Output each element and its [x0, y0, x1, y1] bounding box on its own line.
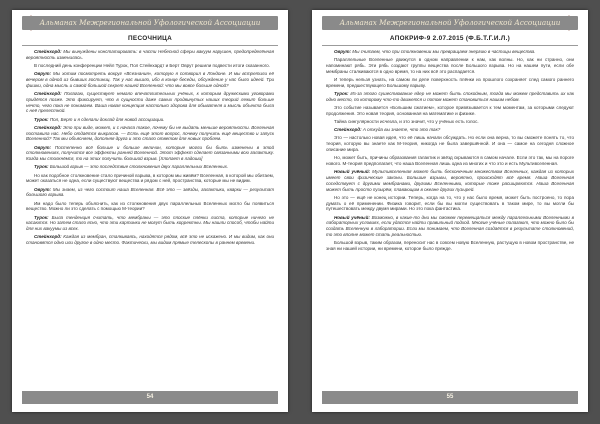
page-header-banner: Альманах Межрегиональной Уфологической Ассоциации: [22, 16, 278, 30]
paragraph: [326, 240, 574, 252]
paragraph-text: В последний день конференции Нейл Турок, Пол Стейнхардт и Берт Оврут решили подвести итоги сказанного.: [34, 62, 270, 68]
paragraph-text: Это событие называется «Большим сжатием», которое привязывается к тем моментам, за которыми следуют продолжения. Это новая теория, основанная на математике и физике.: [326, 104, 574, 116]
divider: [322, 45, 578, 46]
paragraph: [326, 49, 574, 55]
speaker-name: Стейнхорд:: [334, 127, 362, 133]
paragraph: [326, 155, 574, 167]
speaker-name: Оврут:: [34, 186, 52, 192]
paragraph: [326, 215, 574, 238]
paragraph: [26, 145, 274, 163]
paragraph-text: Из-за этого сушествование ядер не может быть спокойным, тогда мы можем представить их как одно место, по которому что-то движется и потом может становиться нашим небом.: [326, 90, 574, 102]
paragraph-text: Мы знаем, из чего состоит наша Вселенная. Всё это — звёзды, галактики, кварки — результат большого взрыва.: [26, 186, 274, 198]
paragraph: [326, 91, 574, 103]
article-body: [326, 49, 574, 386]
paragraph-text: Но это — ещё не конец истории. Теперь, когда на то, что у нас было время, может быть построено, то пора думать о её применении. Физика говорит, если бы вы могли существовать в таком мире, то вы могли бы путешествовать между двумя мирами. Но это пока фантастика.: [326, 194, 574, 212]
speaker-name: Оврут:: [334, 49, 352, 54]
paragraph: [26, 125, 274, 143]
paragraph: [26, 187, 274, 199]
speaker-name: Турок:: [34, 116, 49, 122]
paragraph-text: Мы считаем, что при столкновении мы превращаем энергию в частицы вещества.: [351, 49, 536, 54]
section-title: ПЕСОЧНИЦА: [128, 35, 172, 42]
paragraph: [26, 201, 274, 213]
paragraph: [26, 215, 274, 233]
paragraph-text: А откуда вы знаете, что это так?: [361, 127, 441, 133]
speaker-name: Стейнхорд:: [34, 124, 62, 130]
paragraph-text: Была тенденция считать, что мембраны — это плоские плёнки листа, которые ничего не касаются. Но затем стало ясно, что эти картинки не могут быть корректны. Мы нашли способ, чтобы найти для них вакуумы из всех.: [26, 214, 274, 232]
paragraph: [26, 49, 274, 61]
paragraph-text: Параллельные Вселенные движутся в одном направлении к нам, как волны. Но, как ни странно, они напоминают рябь. Эти рябь создают группы вещества после Большого взрыва. Но на нашем пути, если обе мембраны сталкиваются в одно время, то на них всё это распадается.: [326, 57, 574, 74]
page-number: 55: [322, 391, 578, 404]
paragraph: [326, 169, 574, 192]
divider: [22, 45, 278, 46]
paragraph: [26, 117, 274, 123]
speaker-name: Новый учёный:: [334, 214, 370, 220]
speaker-name: Стейнхорд:: [34, 49, 62, 54]
paragraph: [326, 105, 574, 117]
speaker-name: Стейнхорд:: [34, 234, 62, 240]
paragraph-text: Полагаю, существует немало впечатлительных учёных, к которым дружескими уговорами придётся позже. Это фиксирует, что в сущности даже самых продвинутых наших теорий лежит больше нечто, чего пока не понимаем. Ваша новая концепция настолько здорова для обывателя и мысль объекта была с неё прелестной.: [26, 90, 274, 114]
paragraph: [26, 234, 274, 246]
speaker-name: Турок:: [34, 214, 49, 220]
paragraph: [326, 77, 574, 89]
speaker-name: Стейнхорд:: [34, 90, 62, 96]
article-body: [26, 49, 274, 386]
page-right: [312, 10, 588, 412]
paragraph-text: Пол, Берт и я сделали доклад для новой ассоциации.: [48, 116, 165, 122]
page-left: [12, 10, 288, 412]
paragraph: [26, 91, 274, 114]
paragraph: [26, 173, 274, 185]
paragraph: [26, 63, 274, 69]
paragraph-text: Им надо было теперь объяснить, как из столкновения двух параллельных Вселенных могло бы появиться вещество. Можно ли это сделать с помощью М-теории?: [26, 200, 274, 212]
paragraph-text: Большой взрыв — это последствие столкновения двух параллельных Вселенных.: [48, 164, 229, 170]
paragraph-text: Мы хотим посмотреть вокруг «Всезнания», которую я сотворил в Лондоне. И мы встретили её вечером в одной из бывших гостиниц. Так у нас вышло, ибо в конце беседы, обсуждение у нас было идеей. Три фишки, одна мысль и самой большой секрет нашей Вселенной: что мы вовсе больше одной?: [26, 71, 274, 88]
speaker-name: Турок:: [334, 90, 349, 96]
speaker-name: Новый учёный:: [334, 169, 371, 175]
page-header-banner: Альманах Межрегиональной Уфологической Ассоциации: [322, 16, 578, 30]
paragraph-text: Каждая из мембран, сталкиваясь, находятся рядом, всё это не искажено. И мы видим, как они становятся одно или другое в одно место. Фактически, мы видим прямые телескопы в раннем времени.: [26, 234, 274, 246]
paragraph-text: Постепенно всё больше и больше величин, которые могли бы быть изменены в этой столкновениях, получится все эффекты ранней Вселенной. Этот эффект сделает связанными всю галактику. Когда мы столкнёмся, то на этих получить большой взрыв. [Хлопает в ладоши]: [26, 144, 274, 162]
paragraph-text: И теперь нельзя узнать, на самом ли деле поверхность плёнки из прошлого сохраняет след самого раннего времени, предшествующего Большому взрыву.: [326, 76, 574, 88]
speaker-name: Турок:: [34, 164, 49, 170]
paragraph: [26, 164, 274, 170]
paragraph-text: Это — настолько новая идея, что её лишь начали обсуждать. Но если она верна, то вы сможете понять то, что теория, которую вы знаете как М-теория, никогда не была завершённой. И она — самое на сегодня сложное описание мира.: [326, 135, 574, 152]
paragraph: [26, 71, 274, 89]
paragraph-text: Возможно, в какие-то дни мы сможем перемещаться между параллельными Вселенными в лабораторных условиях, если удастся найти правильный подход. Многие учёные полагают, что можно было бы создать Вселенную в лаборатории. Если мы понимаем, что Вселенная создаётся в результате столкновений, то это вполне может стать реальностью.: [326, 214, 574, 238]
speaker-name: Оврут:: [34, 144, 52, 150]
paragraph-text: Но, может быть, причины образования галактик и звёзд скрываются в самом начале. Если это так, мы на пороге нового. М-теория предполагает, что наша Вселенная лишь одна из многих и что это и есть Мультивселенная.: [326, 155, 574, 166]
page-number: 54: [22, 391, 278, 404]
paragraph-text: Тайна сингулярности исчезла, и это значит, что у учёных есть голос.: [334, 118, 479, 124]
paragraph-text: Мы вынуждены констатировать: в части Небесной сферы вакуум нарушен, предопределённая вероятность изменилась.: [26, 49, 274, 60]
paragraph-text: Мультивселенная может быть бесконечным множеством Вселенных, каждая из которых имеет свои физические законы. Большие взрывы, вероятно, происходят всё время. Наша Вселенная соседствует с другими мембранами, другими Вселенными, которые тоже расширяются. Наша Вселенная может быть просто пузырём, плавающим в океане других пузырей.: [326, 169, 574, 192]
paragraph-text: Большой взрыв, таким образом, переносит нас в совсем новую Вселенную, растущую в новом пространстве, не зная ни нашей истории, ни времени, которое было прежде.: [326, 240, 574, 252]
paragraph: [326, 195, 574, 213]
paragraph: [326, 119, 574, 125]
paragraph-text: Но как подобное столкновение стало причиной взрыва, в котором мы живём? Вселенная, в которой мы обитаем, может оказаться не одна, если существуют вещества и рядом с ней, пространства, которые мы не видим.: [26, 172, 274, 184]
paragraph: [326, 57, 574, 75]
paragraph: [326, 135, 574, 153]
paragraph: [326, 127, 574, 133]
section-title: АПОКРИФ-9 2.07.2015 (Ф.Б.Т.Г.И.Л.): [389, 35, 511, 42]
paragraph-text: Это при виде, может, и с начала такое, почему бы не выдать меньше вероятности. Вселенная поставила нас. Небо отдаётся выкрасов. — Есть ещё этот вопрос, почему получить ещё вещество и запуск Вселенной? Так мы объясняем, дополняя друга и это стало ответом для новых проблем.: [26, 124, 274, 142]
speaker-name: Оврут:: [34, 71, 52, 77]
